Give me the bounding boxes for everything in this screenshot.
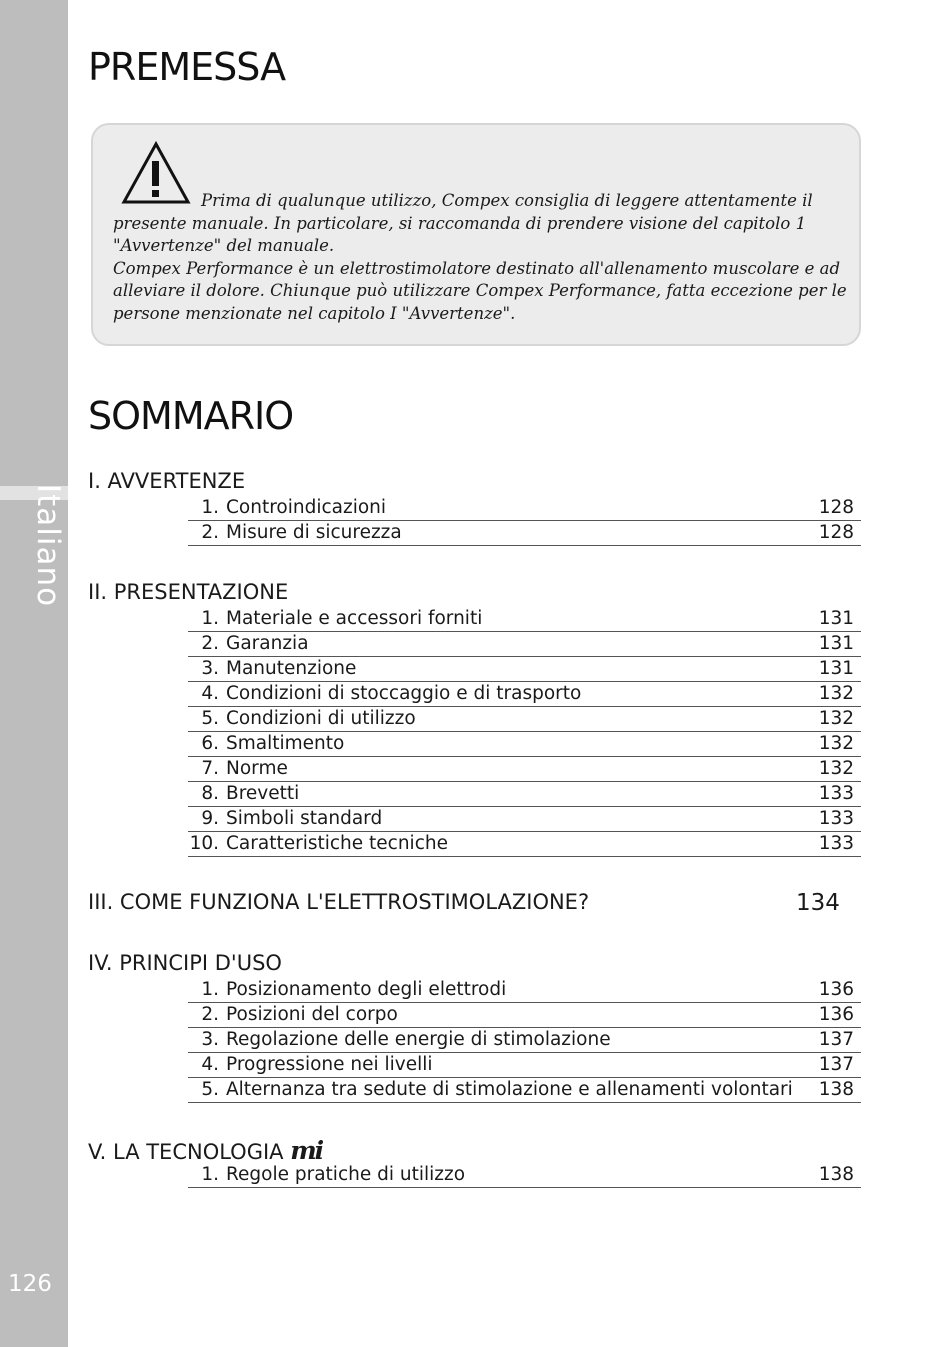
toc-item-stoccaggio[interactable]: [188, 682, 861, 707]
toc-item-page: 131: [818, 633, 854, 654]
toc-item-progressione-livelli[interactable]: [188, 1053, 861, 1078]
toc-item-label: Caratteristiche tecniche: [226, 833, 448, 854]
page-number: 126: [8, 1271, 52, 1297]
mi-technology-logo: mi: [290, 1136, 323, 1165]
toc-item-alternanza-sedute[interactable]: [188, 1078, 861, 1103]
toc-section-title-elettrostimolazione[interactable]: [88, 890, 840, 916]
toc-item-number: 1.: [201, 979, 219, 1000]
toc-list-section-1: [188, 496, 861, 546]
toc-item-regolazione-energie[interactable]: [188, 1028, 861, 1053]
toc-item-regole-pratiche[interactable]: [188, 1163, 861, 1188]
language-label: Italiano: [30, 484, 66, 608]
toc-list-section-5: [188, 1163, 861, 1188]
toc-item-misure-di-sicurezza[interactable]: [188, 521, 861, 546]
toc-item-label: Condizioni di stoccaggio e di trasporto: [226, 683, 582, 704]
toc-item-label: Posizionamento degli elettrodi: [226, 979, 507, 1000]
toc-item-condizioni-utilizzo[interactable]: [188, 707, 861, 732]
toc-item-page: 132: [818, 683, 854, 704]
toc-item-page: 133: [818, 808, 854, 829]
toc-section-title[interactable]: I. AVVERTENZE: [88, 469, 246, 493]
toc-item-number: 8.: [201, 783, 219, 804]
toc-item-number: 3.: [201, 1029, 219, 1050]
toc-item-number: 5.: [201, 1079, 219, 1100]
toc-list-section-2: [188, 607, 861, 857]
notice-text: [113, 190, 853, 325]
toc-item-label: Regole pratiche di utilizzo: [226, 1164, 466, 1185]
toc-item-page: 128: [818, 522, 854, 543]
toc-item-label: Norme: [226, 758, 288, 779]
toc-item-page: 131: [818, 608, 854, 629]
toc-item-page: 128: [818, 497, 854, 518]
toc-item-number: 4.: [201, 683, 219, 704]
toc-item-posizionamento-elettrodi[interactable]: [188, 978, 861, 1003]
toc-item-number: 1.: [201, 608, 219, 629]
toc-item-label: Manutenzione: [226, 658, 357, 679]
toc-item-number: 3.: [201, 658, 219, 679]
toc-item-number: 5.: [201, 708, 219, 729]
toc-item-label: Simboli standard: [226, 808, 383, 829]
toc-item-page: 132: [818, 758, 854, 779]
toc-item-label: Garanzia: [226, 633, 309, 654]
toc-section-title[interactable]: II. PRESENTAZIONE: [88, 580, 289, 604]
toc-item-page: 138: [818, 1164, 854, 1185]
toc-item-page: 133: [818, 833, 854, 854]
toc-item-page: 138: [818, 1079, 854, 1100]
toc-item-number: 1.: [201, 1164, 219, 1185]
toc-item-smaltimento[interactable]: [188, 732, 861, 757]
toc-item-label: Materiale e accessori forniti: [226, 608, 483, 629]
toc-item-page: 132: [818, 733, 854, 754]
toc-item-number: 10.: [189, 833, 219, 854]
toc-item-controindicazioni[interactable]: [188, 496, 861, 521]
toc-item-number: 2.: [201, 522, 219, 543]
toc-item-label: Smaltimento: [226, 733, 345, 754]
toc-item-label: Brevetti: [226, 783, 300, 804]
toc-section-label: III. COME FUNZIONA L'ELETTROSTIMOLAZIONE?: [88, 890, 590, 914]
toc-section-page: 134: [796, 890, 840, 916]
toc-item-label: Controindicazioni: [226, 497, 387, 518]
premessa-title: PREMESSA: [88, 45, 286, 89]
toc-item-number: 7.: [201, 758, 219, 779]
toc-item-norme[interactable]: [188, 757, 861, 782]
toc-list-section-4: [188, 978, 861, 1103]
toc-item-number: 2.: [201, 633, 219, 654]
notice-paragraph-1: Prima di qualunque utilizzo, Compex consiglia di leggere attentamente il presente manuale. In particolare, si raccomanda di prendere visione del capitolo 1 "Avvertenze" del manuale.: [113, 191, 813, 255]
toc-item-label: Regolazione delle energie di stimolazione: [226, 1029, 611, 1050]
toc-item-label: Alternanza tra sedute di stimolazione e allenamenti volontari: [226, 1079, 793, 1100]
toc-item-label: Misure di sicurezza: [226, 522, 402, 543]
toc-item-page: 137: [818, 1054, 854, 1075]
toc-item-garanzia[interactable]: [188, 632, 861, 657]
toc-item-page: 132: [818, 708, 854, 729]
sommario-title: SOMMARIO: [88, 394, 294, 438]
toc-item-number: 6.: [201, 733, 219, 754]
toc-item-label: Progressione nei livelli: [226, 1054, 433, 1075]
toc-item-materiale[interactable]: [188, 607, 861, 632]
toc-item-number: 2.: [201, 1004, 219, 1025]
sidebar-band: [0, 0, 68, 1347]
toc-item-brevetti[interactable]: [188, 782, 861, 807]
toc-item-label: Condizioni di utilizzo: [226, 708, 416, 729]
toc-item-page: 131: [818, 658, 854, 679]
toc-item-posizioni-corpo[interactable]: [188, 1003, 861, 1028]
toc-item-page: 137: [818, 1029, 854, 1050]
toc-item-number: 9.: [201, 808, 219, 829]
toc-item-page: 136: [818, 1004, 854, 1025]
warning-notice-box: [91, 123, 861, 346]
toc-item-caratteristiche-tecniche[interactable]: [188, 832, 861, 857]
toc-item-simboli-standard[interactable]: [188, 807, 861, 832]
toc-item-number: 4.: [201, 1054, 219, 1075]
notice-paragraph-2: Compex Performance è un elettrostimolatore destinato all'allenamento muscolare e ad alleviare il dolore. Chiunque può utilizzare Compex Performance, fatta eccezione per le persone menzionate nel capitolo I "Avvertenze".: [113, 258, 847, 323]
toc-item-label: Posizioni del corpo: [226, 1004, 398, 1025]
toc-section-label: V. LA TECNOLOGIA: [88, 1140, 284, 1164]
toc-section-title-tecnologia[interactable]: [88, 1136, 322, 1165]
toc-item-page: 136: [818, 979, 854, 1000]
toc-item-number: 1.: [201, 497, 219, 518]
toc-item-page: 133: [818, 783, 854, 804]
toc-item-manutenzione[interactable]: [188, 657, 861, 682]
toc-section-title[interactable]: IV. PRINCIPI D'USO: [88, 951, 282, 975]
